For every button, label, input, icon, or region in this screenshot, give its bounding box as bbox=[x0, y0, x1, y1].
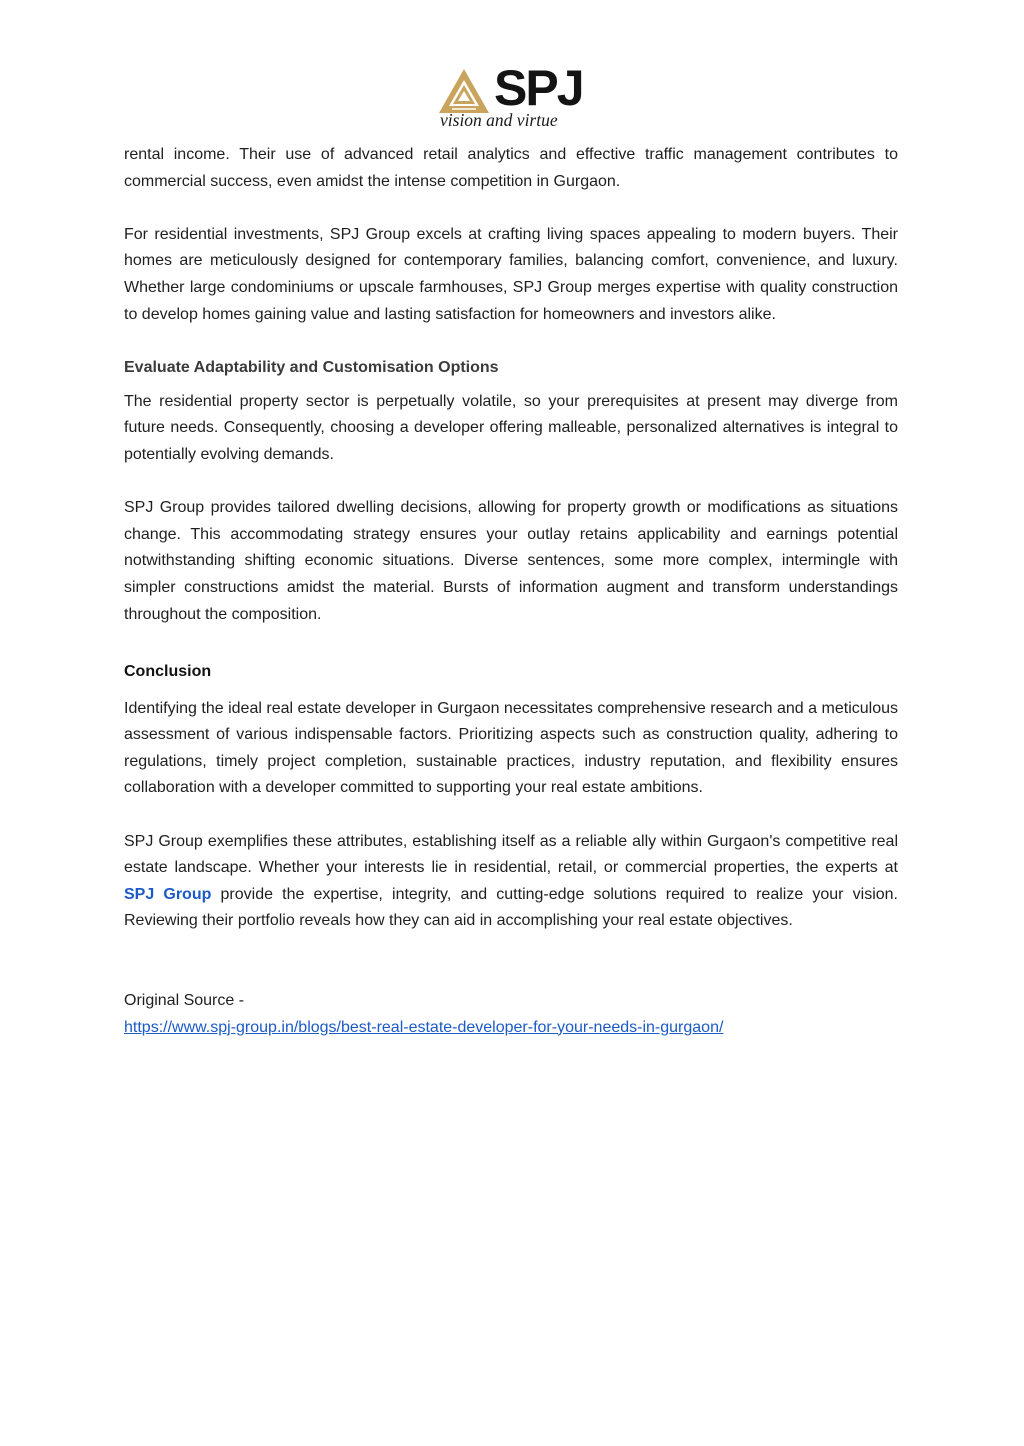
article-body bbox=[124, 142, 898, 1041]
section-heading-adaptability: Evaluate Adaptability and Customisation Options bbox=[124, 359, 499, 377]
paragraph-text-end: provide the expertise, integrity, and cutting-edge solutions required to realize your vision. Reviewing their portfolio reveals how they can aid in accomplishing your real estate objectives. bbox=[124, 885, 898, 930]
paragraph-spj-exemplifies bbox=[124, 829, 898, 935]
spj-triangle-logo-icon bbox=[438, 68, 490, 114]
source-url-link[interactable]: https://www.spj-group.in/blogs/best-real-estate-developer-for-your-needs-in-gurgaon/ bbox=[124, 1018, 724, 1036]
brand-tagline: vision and virtue bbox=[440, 110, 558, 130]
paragraph-tailored-dwelling: SPJ Group provides tailored dwelling decisions, allowing for property growth or modifications as situations change. This accommodating strategy ensures your outlay retains applicability and earnings potential notwithstanding shifting economic situations. Diverse sentences, some more complex, intermingle with simpler constructions amidst the material. Bursts of information augment and transform understandings throughout the composition. bbox=[124, 499, 898, 623]
source-label: Original Source - bbox=[124, 992, 245, 1010]
paragraph-property-sector: The residential property sector is perpetually volatile, so your prerequisites at present may diverge from future needs. Consequently, choosing a developer offering malleable, personalized alternatives is integral to potentially evolving demands. bbox=[124, 392, 898, 463]
section-heading-conclusion: Conclusion bbox=[124, 663, 212, 681]
spj-group-link[interactable]: SPJ Group bbox=[124, 885, 212, 903]
paragraph-text-start: SPJ Group exemplifies these attributes, establishing itself as a reliable ally within Gurgaon's competitive real estate landscape. Whether your interests lie in residential, retail, or commercial properties, the experts at bbox=[124, 832, 898, 877]
paragraph-rental-income: rental income. Their use of advanced retail analytics and effective traffic management contributes to commercial success, even amidst the intense competition in Gurgaon. bbox=[124, 146, 898, 190]
brand-name: SPJ bbox=[494, 60, 583, 116]
source-line bbox=[124, 1015, 898, 1042]
brand-logo bbox=[438, 60, 588, 132]
paragraph-residential-investments: For residential investments, SPJ Group excels at crafting living spaces appealing to modern buyers. Their homes are meticulously designed for contemporary families, balancing comfort, convenience, and luxury. Whether large condominiums or upscale farmhouses, SPJ Group merges expertise with quality construction to develop homes gaining value and lasting satisfaction for homeowners and investors alike. bbox=[124, 225, 898, 323]
paragraph-identifying-developer: Identifying the ideal real estate developer in Gurgaon necessitates comprehensive research and a meticulous assessment of various indispensable factors. Prioritizing aspects such as construction quality, adhering to regulations, timely project completion, sustainable practices, industry reputation, and flexibility ensures collaboration with a developer committed to supporting your real estate ambitions. bbox=[124, 699, 898, 797]
